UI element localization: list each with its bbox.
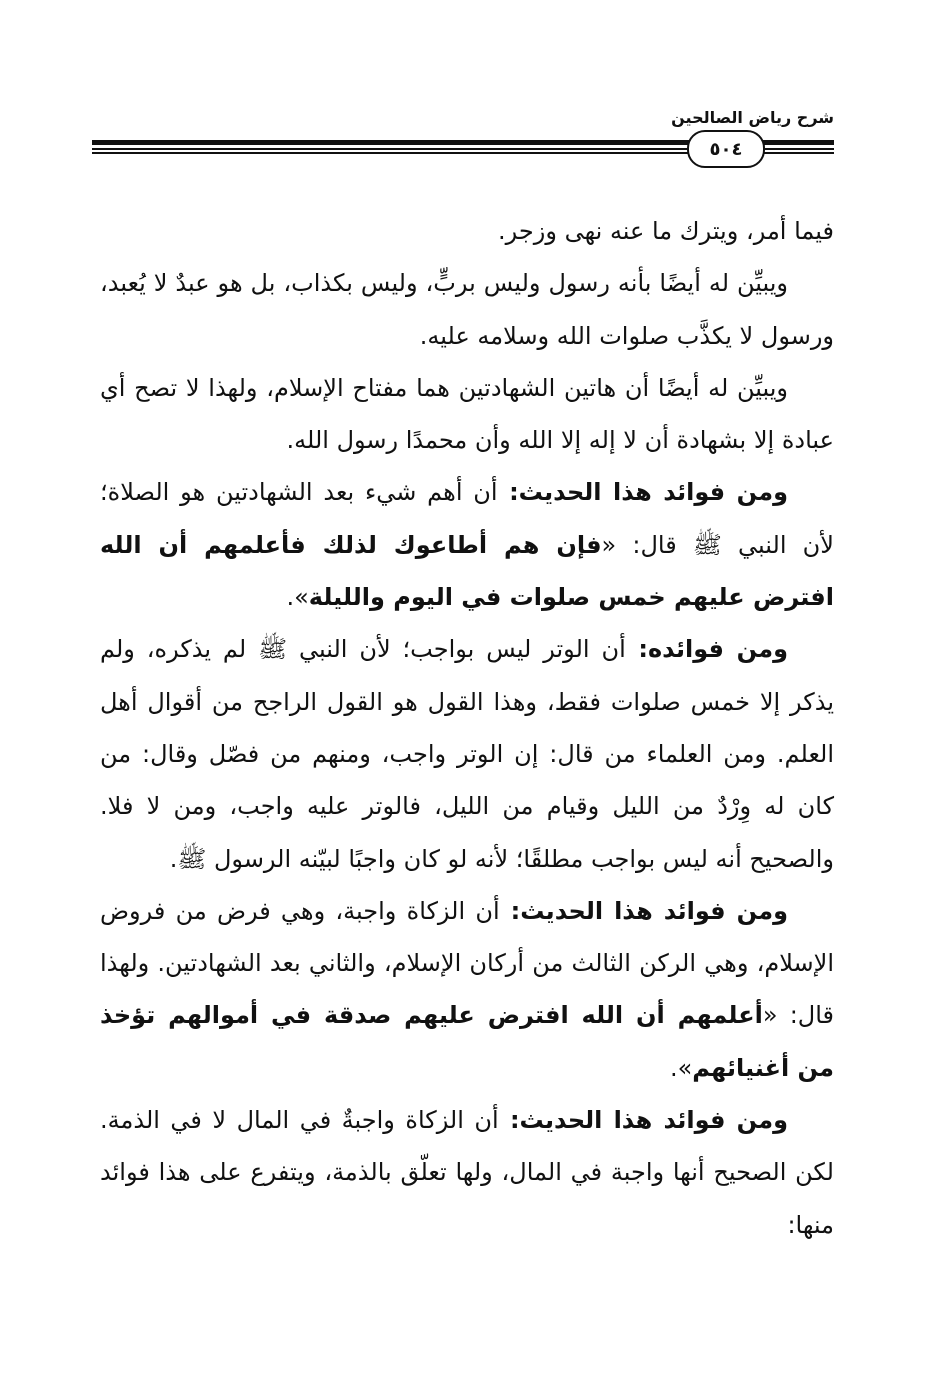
paragraph [100, 1094, 834, 1251]
text-run: أن الزكاة واجبةٌ في المال لا في الذمة. لكن الصحيح أنها واجبة في المال، ولها تعلّق بالذمة، ويتفرع على هذا فوائد منها: [100, 1106, 834, 1239]
text-run: فيما أمر، ويترك ما عنه نهى وزجر. [498, 217, 834, 245]
bold-run: فإن هم أطاعوك لذلك فأعلمهم أن الله افترض عليهم خمس صلوات في اليوم والليلة [100, 530, 834, 612]
page-header [92, 108, 834, 166]
page-number: ٥٠٤ [687, 130, 765, 168]
body-text [100, 205, 834, 1251]
bold-run: ومن فوائد هذا الحديث: [497, 478, 788, 507]
bold-run: ومن فوائده: [625, 635, 788, 664]
bold-run: ومن فوائد هذا الحديث: [498, 1106, 789, 1135]
text-run: أن الوتر ليس بواجب؛ لأن النبي ﷺ لم يذكره، ولم يذكر إلا خمس صلوات فقط، وهذا القول هو القول الراجح من أقوال أهل العلم. ومن العلماء من قال: إن الوتر واجب، ومنهم من فصّل وقال: من كان له وِرْدٌ من الليل وقيام من الليل، فالوتر عليه واجب، ومن لا فلا. والصحيح أنه ليس بواجب مطلقًا؛ لأنه لو كان واجبًا لبيّنه الرسول ﷺ. [100, 635, 834, 873]
text-run: ». [669, 1053, 693, 1082]
paragraph [100, 466, 834, 623]
text-run: ويبيِّن له أيضًا أن هاتين الشهادتين هما مفتاح الإسلام، ولهذا لا تصح أي عبادة إلا بشهادة أن لا إله إلا الله وأن محمدًا رسول الله. [100, 373, 834, 455]
paragraph [100, 885, 834, 1094]
paragraph [100, 205, 834, 257]
paragraph [100, 257, 834, 362]
paragraph [100, 623, 834, 884]
text-run: ». [286, 583, 309, 612]
bold-run: ومن فوائد هذا الحديث: [499, 896, 788, 925]
bold-run: أعلمهم أن الله افترض عليهم صدقة في أموالهم تؤخذ من أغنيائهم [100, 1001, 834, 1082]
book-title: شرح رياض الصالحين [671, 108, 834, 127]
text-run: أن الزكاة واجبة، وهي فرض من فروض الإسلام، وهي الركن الثالث من أركان الإسلام، والثاني بعد الشهادتين. ولهذا قال: « [100, 896, 835, 1030]
text-run: أن أهم شيء بعد الشهادتين هو الصلاة؛ لأن النبي ﷺ قال: « [100, 478, 834, 559]
text-run: ويبيِّن له أيضًا بأنه رسول وليس بربٍّ، وليس بكذاب، بل هو عبدٌ لا يُعبد، ورسول لا يكذَّب صلوات الله وسلامه عليه. [100, 269, 834, 350]
paragraph [100, 362, 834, 467]
